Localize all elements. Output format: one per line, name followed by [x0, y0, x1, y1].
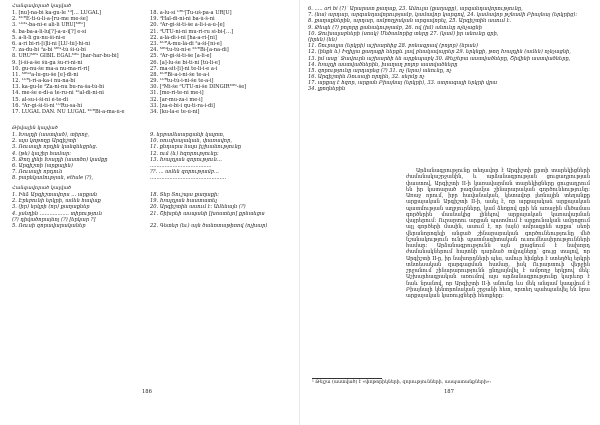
translation-column-2: [150, 132, 295, 182]
translation-line: ...............................................: [150, 175, 227, 182]
translation-line: 8. քաղաքներին, արդար, ամբողջական արգավորել, 25. Արգիշտին ասում է.: [308, 18, 512, 25]
transliteration-line: 33. [za-é-bi-i qu-ti-ra-i-di]: [150, 102, 215, 109]
rhymed-line: 18. Տեր Տուշպա քաղաքի:: [150, 192, 219, 198]
transliteration-line: 17. LUGÁL DAN. NU LUGÁL ᴷᵁᴿBi-a-ma-ú-e: [12, 109, 125, 115]
translation-line: ......................................: [150, 162, 212, 169]
rhymed-line: 4. լանդին .................. տիրություն: [12, 210, 103, 217]
transliteration-column-1: [12, 10, 144, 115]
translation-line: 13. իմ ասք՝ Ջավուրն աշխարհի են արքեպաբկ 30. Թեյշեբա աստվածները, Շիվինի աստվածները,: [308, 55, 571, 62]
translation-line: 15. զորությունը արդարեց (?) 31. ոչ (նրա) անունը, ոչ: [308, 67, 452, 74]
rhymed-column-2: [150, 192, 295, 229]
transliteration-line: 20. ᵈAr-gi-ši-ti-še a-li-i-a-ú-[e]: [150, 22, 225, 29]
transliteration-line: 4. ba-ba-a-li-lu[?]-a-u-i[?] e-si: [12, 28, 87, 35]
transliteration-line: 24. ᴹᴱˢtu-tú-ni-e ᴷᵁᴿBi-[a-na-di]: [150, 47, 229, 54]
commentary-paragraph: Արձանագրությունը տեղավոր է Արգիշտի քրտի տարեկիցների ժամանակաշրջանին, և արձանագրության ցուցադրության փաստով, Արգիշտի II-ի կառավարման տարեկիցները ցուցադրում են իր կատարած բազմամյա շինարարական գործունեությունը: Առաջ որում, իբր հավանական, կետավոր լեռնային տեղանքը արքայական Արգիշտի II-ի, ասել է, որ արքայակաճ արքայական պատմության աղբյուրները, կամ ձեռքով գրի են առաջին մեծամաս գործերին մասնակից լինելով արքայական կառավարման վայրերում: Ուրարտու արքան պատմում է արքունական ամրոցում այլ գործերի մասին, ասում է, որ (այն) ամրագրեն արքա՝ սեռի վերանորոգելի անցած շինարարական գործունեությունը մեծ նշանակություն ունի պատմագիտական ուսումնասիրությունների համար: Արձանագրությունն այն լրացնում է նախորդ ժամանակներում հայտնի դարձած տվյալները՝ ցույց տալով, որ Արգիշտի II-ը, իր նախորդների պես, ամուր հիմքեր է ստեղծել երկրի տնտեսական զարգացման համար, իսկ Ուրարտուի վերջին շրջանում շինարարությունն ընդլայնվել է ամբողջ երկրով մեկ: Աշխարհագրական առումով այս արձանագրությունը կարևոր է նաև նրանով, որ Արգիշտի II-ի անունը ևս մեկ անգամ կապվում է Բիայնայի կենտրոնական շրջանի հետ, որտեղ պահպանվել են նրա արքայական կառույցների հետքերը:: [406, 168, 590, 299]
translation-line: 6. ..... ari bi (?)՝ Արարատ քաղաք, 23. Ամուլա (քաղաքը), արգանդավորությունը,: [308, 6, 523, 12]
transliteration-line: 13. ka-gu-le ᵈZa-ni-nu bu-ra-ša-tú-bi: [12, 84, 105, 91]
transliteration-line: 9. [i-ši-a-še šú-ga šu-ri-ni-ni: [12, 59, 83, 66]
transliteration-line: 7. za-du-bi ᵈa-bi ᴹᴱˢ-tú ši-ú-bi: [12, 47, 86, 54]
transliteration-line: 23. ᴷᵁᴿA-mu-lá-di ᵈa-ši-[ni-e]: [150, 40, 222, 47]
transliteration-line: 6. a-ri bi-ri-[i]li-ni [LÚ-tú]-hi-ni: [12, 40, 91, 47]
transliteration-line: 15. al-su-i-ši-ni é-te-di: [12, 96, 68, 103]
transliteration-line: 3. ᴸᵁ²ᵃ-ba-ni-e ali-li URU[ᴹᴱˢ]: [12, 22, 85, 29]
translation-line: 17. արքայ է հզոր, արքան Բիայնայ (երկրի), 33. ստրագայի երկրի վրա: [308, 80, 498, 87]
translation-line: 10. Ջուխալաբների (սոսկ) Մեծամորից տերը 27. (կամ) իր անունը գրի,: [308, 30, 499, 37]
transliteration-line: 26. [a]-lu-še bi-ti-ni [tú-li-e]: [150, 59, 220, 66]
transliteration-line: 19. ᵈHal-di-ni-ni ba-ú-š-ni: [150, 16, 215, 23]
translation-line: 3. Ռուսայի որդին կանգնեցրեց.: [12, 144, 98, 151]
page-number-right: 187: [444, 389, 454, 395]
footnote: ¹ Թեյշա (աստված) է «փոթորիկների, զորությունների, ասպատանքների»:: [312, 380, 492, 385]
rhymed-line: 20. Արգիշտին ասում է: Ամենայն (?): [150, 204, 246, 211]
translation-line: 8. բարեկամության, ethule (?),: [12, 175, 94, 182]
translation-line: ??. ... ամեն զորությամբ...: [150, 169, 219, 176]
section-title-translation: Թիվային կալված: [12, 125, 58, 131]
transliteration-line: 34. [ku-la-e te-ú-ni]: [150, 109, 200, 115]
transliteration-line: 25. ᵈAr-gi-ši-ti-še [a-li-e]: [150, 53, 212, 60]
transliteration-line: 2. ᴷᵁᴿE-ti-ú-li-a-[ru-me me-še]: [12, 16, 88, 23]
transliteration-line: 30. [ᵈMi-še ᵈUTU-ni-še DINGIRᴹᴱˢ-še]: [150, 84, 247, 91]
translation-line: 6. Արգիշտի (արքային): [12, 162, 73, 169]
page-number-left: 186: [142, 389, 152, 395]
translation-line: 4. (թե) կաշիր համար:: [12, 150, 71, 157]
footnote-separator: [312, 378, 382, 379]
transliteration-line: 31. [mo-ri-te-ni me-i]: [150, 90, 204, 97]
translation-line: 11. Շուրալյա (երկրի) աշխարհից 28. բռնագրավ (բոլոր) (նրան): [308, 43, 478, 50]
translation-line: (իրեն) (են): [308, 36, 337, 43]
translation-line: 16. Արգիշտին Ռուսայի որդին, 32. սերմը ոչ: [308, 74, 425, 81]
translation-line: 12. (ինքն և) Իղիլյա քաղաքի ներքև լավ բնակավայրեր 29. երկնքի, թող Խալդին (ամեն) ոչնչացնի,: [308, 49, 571, 56]
rhymed-line: 21. Շիխրեի ասպանի [խոստելո] քրնաեցա: [150, 210, 265, 217]
section-title-transliteration: Հանգավորած կալված: [12, 3, 72, 9]
transliteration-line: 21. ᵈUTU-ni-ni mu-ri-ru si-bi-[…]: [150, 28, 234, 35]
rhymed-line: (?) դիվածորայնոյ (?) [երկար ?]: [12, 216, 96, 223]
transliteration-line: 29. ᴸᵁᴿtu-tú-i-ni-še te-a-i]: [150, 78, 214, 85]
translation-line: 10. ռուսխայական, փառավոր,: [150, 138, 232, 145]
translation-line: 12. ում (և) հզորությունը:: [150, 150, 219, 157]
transliteration-line: 16. ᵈAr-gi-ši-ti-ni ᴸᵁRu-sa-hi: [12, 102, 83, 109]
translation-line: 9. երբամեսարգանի կալոտ,: [150, 132, 225, 138]
rhymed-column-1: [12, 192, 147, 229]
transliteration-line: 11. ᴹᴱˢᵈa-lu-gu-še [e]-di-ni: [12, 71, 79, 78]
transliteration-line: 18. a-lu-si ᵁᴿᵁ|Tu-uš-pa-a UR[U]: [150, 10, 232, 16]
transliteration-line: 8. URUᴹᴱˢ GIBIL ÉGALᴹᴱˢ [har-har-bu-bi]: [12, 53, 119, 60]
translation-line: 7. (նա) արդար, արգանդավորությամբ, կամավոր կարգով, 24. կամավոր թշնամի Բիայնայ (երկրից):: [308, 12, 578, 19]
right-page: [300, 0, 600, 425]
transliteration-line: 14. me-še e-di-a te-ru-ni ¹ᵈal-di-ni-ni: [12, 90, 104, 97]
translation-continuation-list: [308, 6, 592, 93]
rhymed-line: 19. Խալդյան հաստատել: [150, 198, 217, 205]
transliteration-line: 10. gu-nu-še ma-a nu-ma-ri-ri]: [12, 65, 90, 72]
translation-line: 9. Թեպե (?) բոլորը քանակությամբ, 26. ով (իմ) անունը ոչնչացնի: [308, 24, 482, 31]
rhymed-line: 22. Գետեր (եւ) այն ծանոտաթիռով (ոչխար): [150, 222, 268, 229]
transliteration-line: 1. [nu]-na-bi ka-gu-le ¹ᵈ[… LUGÁL]: [12, 10, 101, 16]
rhymed-line: 3. (իր) երկրի (որ) քաղաքներ: [12, 204, 90, 211]
translation-line: 13. Խալդյան զորություն...: [150, 156, 222, 163]
translation-column-1: [12, 132, 142, 182]
transliteration-line: 28. ᴷᵁᴿBi-a-i-ni-še te-a-i: [150, 71, 210, 78]
translation-line: 1. Խալդի (աստված), տիրոջ,: [12, 132, 90, 138]
transliteration-line: 12. ᴸᵁᴿi-ri-a-ka-i nu-na-bi: [12, 78, 76, 85]
rhymed-line: 5. Ռուսի զորավարականեր: [12, 222, 86, 229]
translation-line: 2. այս կոթողը Արգիշտի՝: [12, 138, 79, 145]
translation-line: 34. լքողներին: [308, 86, 346, 93]
translation-line: 14. Խալդի աստվածներին, խաղաղ բոլոր աստվածները: [308, 61, 458, 68]
transliteration-line: 5. a-li-li gu-nu-ši-ni-e: [12, 34, 66, 41]
rhymed-line: 2. Էրեբունի երկրի, ամեն հավաք: [12, 198, 101, 205]
transliteration-line: 32. [ar-mu-za-i me-i]: [150, 96, 203, 103]
section-title-rhymed: Հանգավորած կալված: [12, 185, 72, 191]
translation-line: 7. Ռուսայի որդուն: [12, 169, 63, 176]
rhymed-line: 1. Ինձ Արգիշտավորս ... արքան: [12, 192, 98, 198]
transliteration-line: 27. ma-sit-[i]-ni te-li-i-e a-i: [150, 65, 218, 72]
transliteration-line: 22. a-lá-di-i-ni [ha-a-ri-[ni]: [150, 34, 217, 41]
transliteration-column-2: [150, 10, 295, 115]
translation-line: 5. Թող լինի Խալդի (աստծո) կամքը: [12, 156, 108, 163]
translation-line: 11. քնդարա նալս իշխանությունը: [150, 144, 242, 151]
